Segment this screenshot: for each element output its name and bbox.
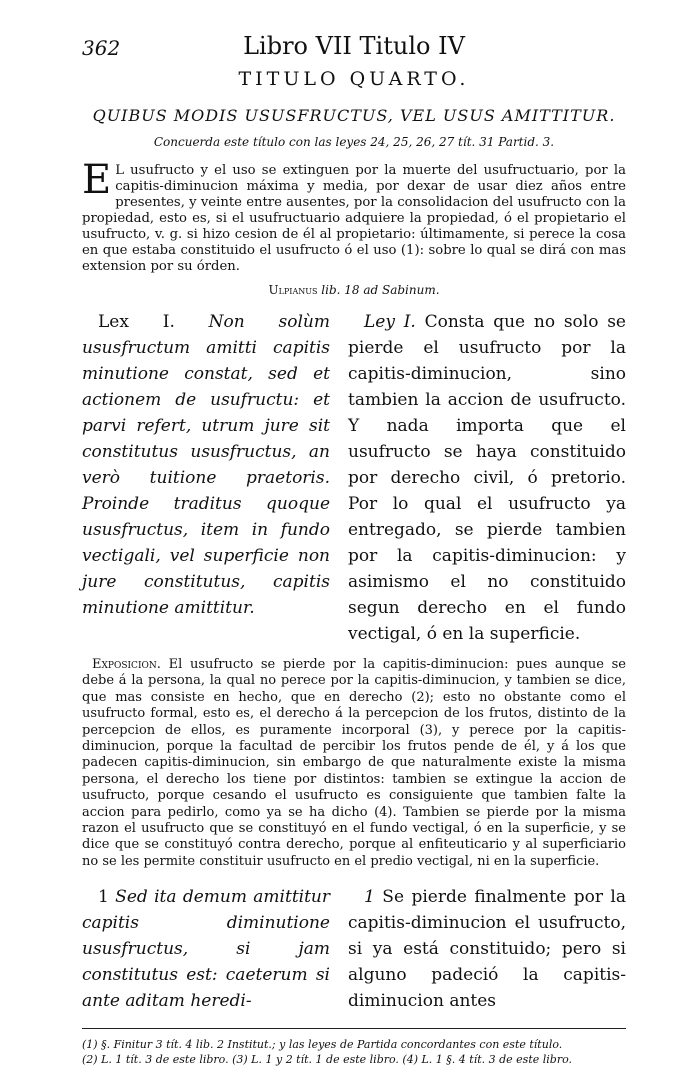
law-1-spanish-label: Ley I.	[364, 312, 416, 332]
drop-cap: E	[82, 157, 112, 203]
law-1-1-spanish-label: 1	[364, 887, 375, 908]
law-1-1-latin-label: 1	[98, 887, 109, 908]
law-1-latin-label: Lex I.	[98, 312, 175, 332]
source-author: Ulpianus	[268, 283, 318, 297]
footnote-divider	[82, 1028, 626, 1029]
section-subtitle: QUIBUS MODIS USUSFRUCTUS, VEL USUS AMITTITUR.	[92, 106, 616, 125]
law-1-1-columns	[82, 884, 626, 1014]
law-1-latin	[82, 309, 330, 647]
source-work: lib. 18 ad Sabinum.	[321, 283, 440, 297]
page-number: 362	[82, 36, 121, 60]
law-1-spanish-text: Consta que no solo se pierde el usufructo por la capitis-diminucion, sino tambien la accion de usufructo. Y nada importa que el usufructo se haya constituido por derecho civil, ó pretorio. Por lo qual el usufructo ya entregado, se pierde tambien por la capitis-diminucion: y asimismo el no constituido segun derecho en el fundo vectigal, ó en la superficie.	[348, 312, 626, 644]
intro-text: L usufructo y el uso se extinguen por la muerte del usufructuario, por la capitis-diminucion máxima y media, por dexar de usar diez años entre presentes, y veinte entre ausentes, por la consolidacion del usufructo con la propiedad, esto es, si el usufructuario adquiere la propiedad, ó el propietario el usufructo, v. g. si hizo cesion de él al propietario: últimamente, si perece la cosa en que estaba constituido el usufructo ó el uso (1): sobre lo qual se dirá con mas extension por su órden.	[82, 163, 626, 274]
section-title: TITULO QUARTO.	[238, 68, 470, 90]
footnote-line-1: (1) §. Finitur 3 tít. 4 lib. 2 Institut.; y las leyes de Partida concordantes con este título.	[82, 1038, 563, 1052]
running-head: Libro VII Titulo IV	[243, 32, 465, 60]
law-1-1-latin-text: Sed ita demum amittitur capitis diminutione ususfructus, si jam constitutus est: caeterum si ante aditam heredi-	[82, 887, 330, 1012]
page	[82, 30, 626, 1067]
exposition-label: Exposicion.	[92, 657, 161, 672]
exposition-text: El usufructo se pierde por la capitis-diminucion: pues aunque se debe á la persona, la qual no perece por la capitis-diminucion, y tambien se dice, que mas consiste en hecho, que en derecho (2); esto no obstante como el usufructo formal, esto es, el derecho á la percepcion de los frutos, distinto de la percepcion de ellos, es puramente incorporal (3), y perece por la capitis-diminucion, porque la facultad de percibir los frutos pende de él, y á los que padecen capitis-diminucion, sin embargo de que naturalmente existe la misma persona, el derecho los tiene por distintos: tambien se extingue la accion de usufructo, porque cesando el usufructo es consiguiente que tambien falte la accion para pedirlo, como ya se ha dicho (4). Tambien se pierde por la misma razon el usufructo que se constituyó en el fundo vectigal, ó en la superficie, y se dice que se constituyó contra derecho, porque al enfiteuticario y al superficiario no se les permite constituir usufructo en el predio vectigal, ni en la superficie.	[82, 657, 626, 869]
page-header	[82, 30, 626, 64]
law-1-1-latin	[82, 884, 330, 1014]
footnotes	[82, 1037, 626, 1067]
footnote-line-2: (2) L. 1 tít. 3 de este libro. (3) L. 1 y 2 tít. 1 de este libro. (4) L. 1 §. 4 tít. 3 de este libro.	[82, 1053, 573, 1067]
law-1-latin-text: Non solùm ususfructum amitti capitis minutione constat, sed et actionem de usufructu: et parvi refert, utrum jure sit constitutus ususfructus, an verò tuitione praetoris. Proinde traditus quoque ususfructus, item in fundo vectigali, vel superficie non jure constitutus, capitis minutione amittitur.	[82, 312, 330, 618]
law-1-columns	[82, 309, 626, 647]
concordance-note: Concuerda este título con las leyes 24, 25, 26, 27 tít. 31 Partid. 3.	[153, 135, 555, 149]
intro-paragraph	[82, 157, 626, 275]
law-1-spanish	[348, 309, 626, 647]
law-1-1-spanish	[348, 884, 626, 1014]
source-citation	[82, 283, 626, 297]
law-1-1-spanish-text: Se pierde finalmente por la capitis-diminucion el usufructo, si ya está constituido; pero si alguno padeció la capitis-diminucion antes	[348, 887, 627, 1012]
exposition-paragraph	[82, 657, 626, 870]
